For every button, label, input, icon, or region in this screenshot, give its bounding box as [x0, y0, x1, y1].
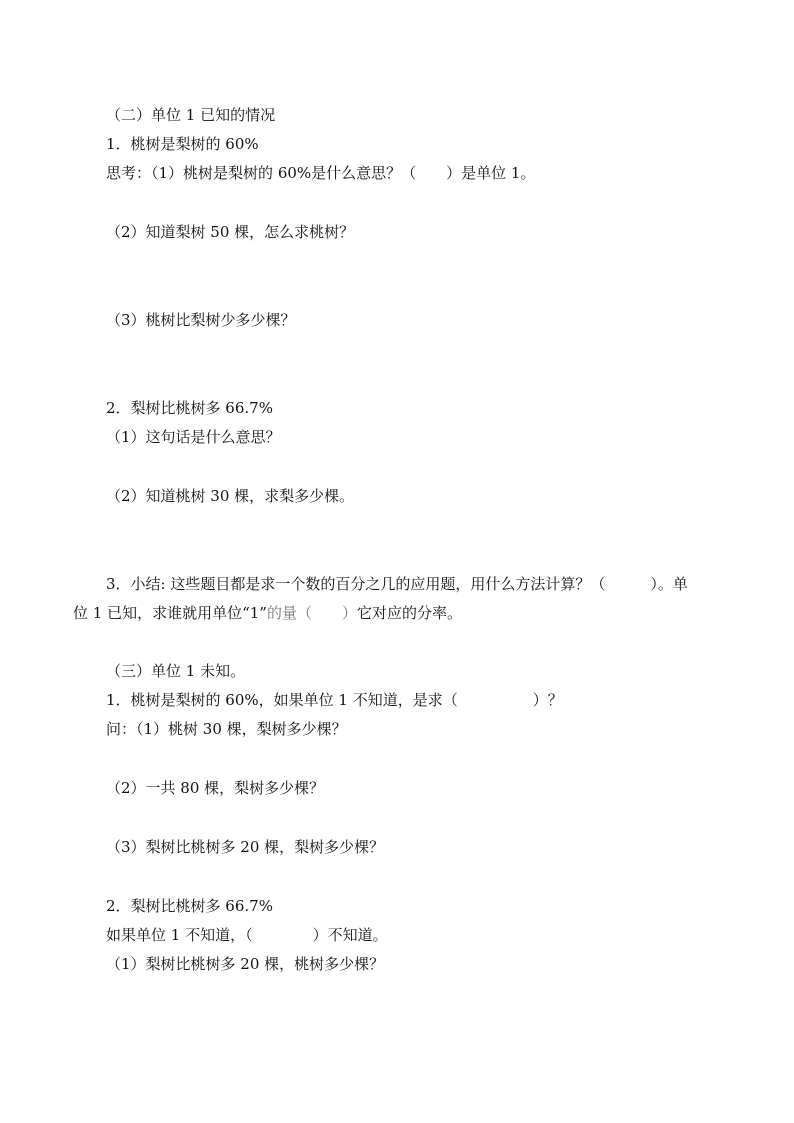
s2-q3-line2: [73, 603, 462, 623]
section3-heading: （三）单位 1 未知。: [106, 662, 246, 680]
s3-q1-sub3: （3）梨树比桃树多 20 棵，梨树多少棵？: [106, 838, 385, 856]
s2-q3-line2-gray: 的量（ ）: [266, 604, 357, 622]
s3-q2-title: 2．梨树比桃树多 66.7%: [106, 897, 273, 915]
s3-q2-sub1: （1）梨树比桃树多 20 棵，桃树多少棵？: [106, 955, 385, 973]
section2-heading: （二）单位 1 已知的情况: [106, 106, 276, 124]
s2-q3-line1: 3．小结: 这些题目都是求一个数的百分之几的应用题，用什么方法计算？（ ）。单: [106, 575, 688, 593]
s3-q1-sub2: （2）一共 80 棵，梨树多少棵？: [106, 779, 325, 797]
s2-q3-line2-part3: 它对应的分率。: [356, 604, 462, 622]
s2-q2-title: 2．梨树比桃树多 66.7%: [106, 399, 273, 417]
s2-q1-sub2: （2）知道梨树 50 棵，怎么求桃树？: [106, 223, 355, 241]
s3-q2-line: 如果单位 1 不知道，（ ）不知道。: [106, 926, 388, 944]
s2-q1-sub3: （3）桃树比梨树少多少棵？: [106, 311, 296, 329]
s2-q2-sub2: （2）知道桃树 30 棵，求梨多少棵。: [106, 487, 355, 505]
s2-q1-title: 1．桃树是梨树的 60%: [106, 135, 259, 153]
s3-q1-title: 1．桃树是梨树的 60%，如果单位 1 不知道，是求（ ）？: [106, 691, 563, 709]
s3-q1-ask: 问：（1）桃树 30 棵，梨树多少棵？: [106, 720, 347, 738]
s2-q1-think: 思考：（1）桃树是梨树的 60%是什么意思？（ ）是单位 1。: [106, 164, 536, 182]
s2-q2-sub1: （1）这句话是什么意思？: [106, 428, 281, 446]
s2-q3-line2-part1: 位 1 已知，求谁就用单位“1”: [73, 604, 267, 622]
